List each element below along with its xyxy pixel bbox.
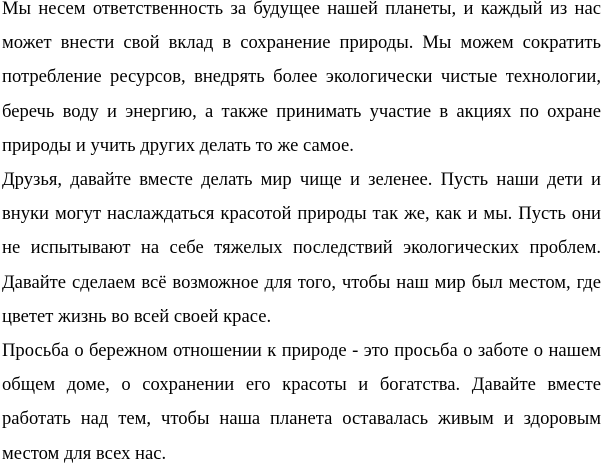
paragraph-responsibility: Мы несем ответственность за будущее нашей планеты, и каждый из нас может внести свой вклад в сохранение природы. Мы можем сократить потребление ресурсов, внедрять более экологически чистые технологии, беречь воду и энергию, а также принимать участие в акциях по охране природы и учить других делать то же самое. (2, 0, 601, 156)
paragraph-friends-appeal: Друзья, давайте вместе делать мир чище и зеленее. Пусть наши дети и внуки могут наслаждаться красотой природы так же, как и мы. Пусть они не испытывают на себе тяжелых последствий экологических проблем. Давайте сделаем всё возможное для того, чтобы наш мир был местом, где цветет жизнь во всей своей красе. (2, 169, 601, 327)
paragraph-request-care: Просьба о бережном отношении к природе - это просьба о заботе о нашем общем доме, о сохранении его красоты и богатства. Давайте вместе работать над тем, чтобы наша планета оставалась живым и здоровым местом для всех нас. (2, 340, 601, 464)
